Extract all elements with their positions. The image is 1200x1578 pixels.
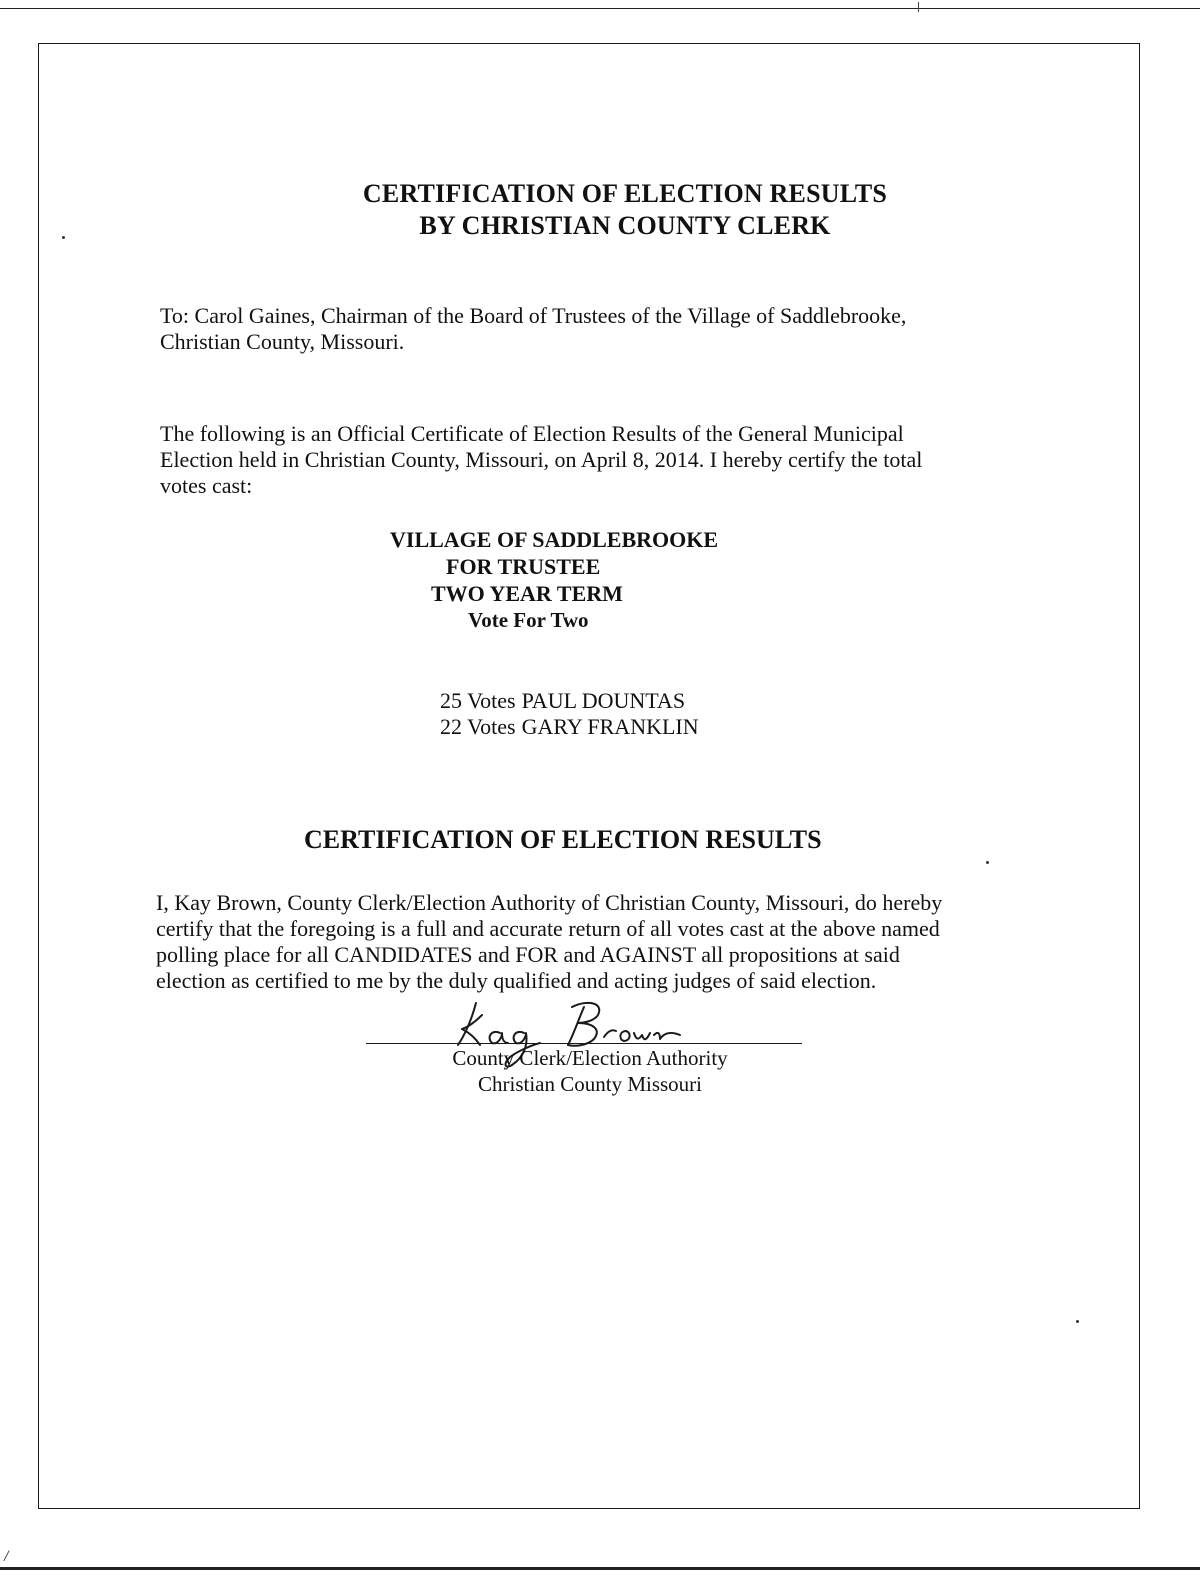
document-title: [280, 178, 970, 242]
scan-mark: /: [4, 1548, 9, 1565]
results-list: [440, 688, 699, 740]
page-border: [38, 43, 1140, 1509]
scan-top-edge: [0, 8, 1200, 9]
addressee-line: Christian County, Missouri.: [160, 329, 405, 354]
race-instruction: Vote For Two: [468, 608, 589, 632]
signer-title: County Clerk/Election Authority: [452, 1046, 728, 1070]
scan-speck: [1076, 1320, 1079, 1323]
intro-line: The following is an Official Certificate of Election Results of the General Municipal: [160, 421, 904, 446]
scan-bottom-edge: [0, 1567, 1200, 1570]
addressee: [160, 303, 1010, 355]
title-line: CERTIFICATION OF ELECTION RESULTS: [362, 179, 888, 208]
certification-line: election as certified to me by the duly qualified and acting judges of said election.: [156, 968, 877, 993]
intro-line: votes cast:: [160, 473, 253, 498]
certification-line: I, Kay Brown, County Clerk/Election Authority of Christian County, Missouri, do hereby: [156, 890, 943, 915]
certification-line: certify that the foregoing is a full and accurate return of all votes cast at the above named: [156, 916, 940, 941]
certification-line: polling place for all CANDIDATES and FOR and AGAINST all propositions at said: [156, 942, 900, 967]
result-row: [440, 714, 699, 740]
scan-speck: [986, 861, 989, 864]
title-line: BY CHRISTIAN COUNTY CLERK: [419, 211, 831, 240]
signer-jurisdiction: Christian County Missouri: [477, 1072, 703, 1096]
intro-line: Election held in Christian County, Missouri, on April 8, 2014. I hereby certify the total: [160, 447, 923, 472]
signature-caption: [380, 1045, 800, 1097]
certification-paragraph: [156, 890, 1016, 994]
result-row: [440, 688, 699, 714]
vote-count: 22 Votes: [440, 714, 516, 739]
certification-heading: CERTIFICATION OF ELECTION RESULTS: [304, 825, 822, 854]
vote-count: 25 Votes: [440, 688, 516, 713]
scan-speck: [62, 236, 65, 239]
race-office: FOR TRUSTEE: [446, 554, 601, 579]
race-term: TWO YEAR TERM: [431, 581, 623, 606]
addressee-line: To: Carol Gaines, Chairman of the Board of Trustees of the Village of Saddlebrooke,: [160, 303, 907, 328]
intro-paragraph: [160, 421, 1010, 499]
race-name: VILLAGE OF SADDLEBROOKE: [390, 527, 719, 552]
candidate-name: GARY FRANKLIN: [521, 714, 699, 739]
scan-mark: [918, 2, 919, 12]
candidate-name: PAUL DOUNTAS: [521, 688, 686, 713]
